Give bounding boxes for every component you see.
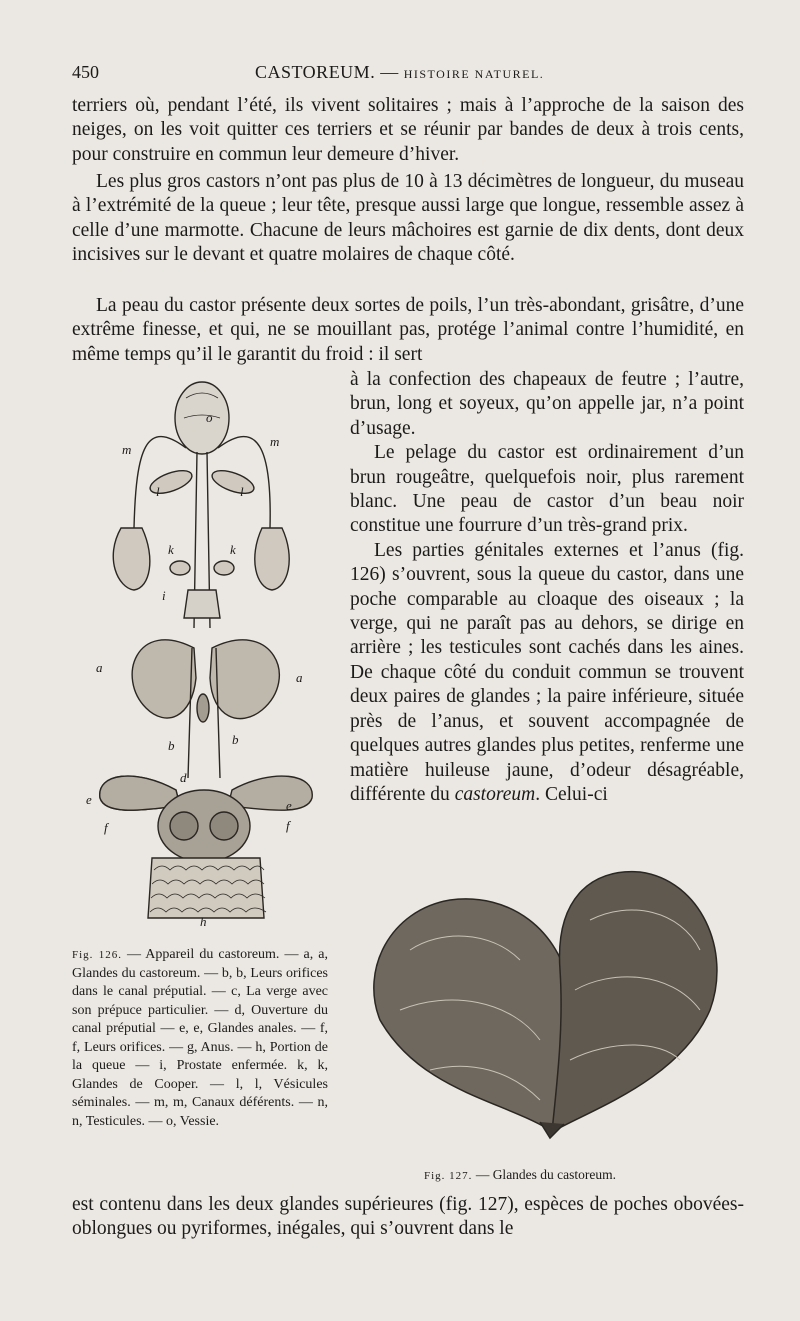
paragraph-3: La peau du castor présente deux sortes de poils, l’un très-abondant, grisâtre, d’une extrême finesse, et qui, ne se mouillant pas, protége l’animal contre l’humidité, en même temps qu’il le garantit du froid : il sert: [72, 295, 744, 365]
figure-126-illustration: [76, 378, 344, 930]
fig126-label-f-left: f: [104, 820, 108, 835]
fig126-label-e-right: e: [286, 798, 292, 813]
fig126-label-l-right: l: [240, 484, 244, 499]
fig126-label-b-left: b: [168, 738, 175, 753]
fig126-label-m-left: m: [122, 442, 132, 457]
fig126-label-a-left: a: [96, 660, 103, 675]
paragraph-bottom: est contenu dans les deux glandes supérieures (fig. 127), espèces de poches obovées-oblongues ou pyriformes, inégales, qui s’ouvrent dans le: [72, 1194, 744, 1240]
paragraph-5: [350, 539, 744, 807]
fig126-label-m-right: m: [270, 434, 280, 449]
figure-126-caption-label: Fig. 126.: [72, 949, 122, 961]
figure-126-caption-text: — Appareil du castoreum. — a, a, Glandes du castoreum. — b, b, Leurs orifices dans le canal préputial. — c, La verge avec son prépuce particulier. — d, Ouverture du canal préputial — e, e, Glandes anales. — f, f, Leurs orifices. — g, Anus. — h, Portion de la queue — i, Prostate enfermée. k, k, Glandes de Cooper. — l, l, Vésicules séminales. — m, m, Canaux déférents. — n, n, Testicules. — o, Vessie.: [72, 947, 328, 1129]
running-title: [255, 62, 544, 83]
paragraph-2: Les plus gros castors n’ont pas plus de 10 à 13 décimètres de longueur, du museau à l’extrémité de la queue ; leur tête, presque aussi large que longue, ressemble assez à celle d’une marmotte. Chacune de leurs mâchoires est garnie de dix dents, dont deux incisives sur le devant et quatre molaires de chaque côté.: [72, 171, 744, 266]
fig126-label-h: h: [200, 914, 207, 929]
paragraph-3-continued: à la confection des chapeaux de feutre ; l’autre, brun, long et soyeux, qu’on appelle jar, n’a point d’usage.: [350, 369, 744, 439]
fig126-label-d: d: [180, 770, 187, 785]
paragraph-1: terriers où, pendant l’été, ils vivent solitaires ; mais à l’approche de la saison des neiges, on les voit quitter ces terriers et se réunir par bandes de deux à trois cents, pour construire en commun leur demeure d’hiver.: [72, 95, 744, 165]
figure-127-caption: [424, 1167, 724, 1183]
fig126-label-b-right: b: [232, 732, 239, 747]
wrapped-text-column: [350, 368, 744, 868]
paragraph-5-italic: castoreum: [454, 783, 536, 805]
paragraph-5-start: Les parties génitales externes et l’anus (fig. 126) s’ouvrent, sous la queue du castor, dans une poche comparable au cloaque des oiseaux ; la verge, qui ne paraît pas au dehors, se dirige en arrière ; les testicules sont cachés dans les aines. De chaque côté du conduit commun se trouvent deux paires de glandes ; la paire inférieure, située près de l’anus, et souvent accompagnée de quelques autres glandes plus petites, renferme une matière huileuse jaune, d’odeur désagréable, différente du: [350, 539, 744, 805]
fig126-label-f-right: f: [286, 818, 290, 833]
running-title-main: CASTOREUM.: [255, 62, 376, 82]
running-title-section: HISTOIRE NATUREL.: [403, 67, 545, 81]
page-header: [72, 62, 744, 88]
figure-126-caption: [72, 946, 328, 1131]
paragraph-4: Le pelage du castor est ordinairement d’un brun rougeâtre, quelquefois noir, plus rarement blanc. Une peau de castor d’un beau noir constitue une fourrure d’un très-grand prix.: [350, 442, 744, 537]
paragraph-5-end: . Celui-ci: [535, 783, 608, 805]
fig126-label-k-right: k: [230, 542, 236, 557]
figure-127-illustration: [360, 860, 740, 1155]
figure-127-caption-label: Fig. 127.: [424, 1169, 473, 1182]
fig126-label-a-right: a: [296, 670, 303, 685]
running-title-dash: —: [375, 62, 404, 82]
fig126-label-o: o: [206, 410, 213, 425]
page-number: 450: [72, 62, 99, 82]
fig126-label-l-left: l: [156, 484, 160, 499]
fig126-label-k-left: k: [168, 542, 174, 557]
fig126-label-e-left: e: [86, 792, 92, 807]
fig126-label-i: i: [162, 588, 166, 603]
figure-127-caption-text: — Glandes du castoreum.: [472, 1166, 617, 1182]
